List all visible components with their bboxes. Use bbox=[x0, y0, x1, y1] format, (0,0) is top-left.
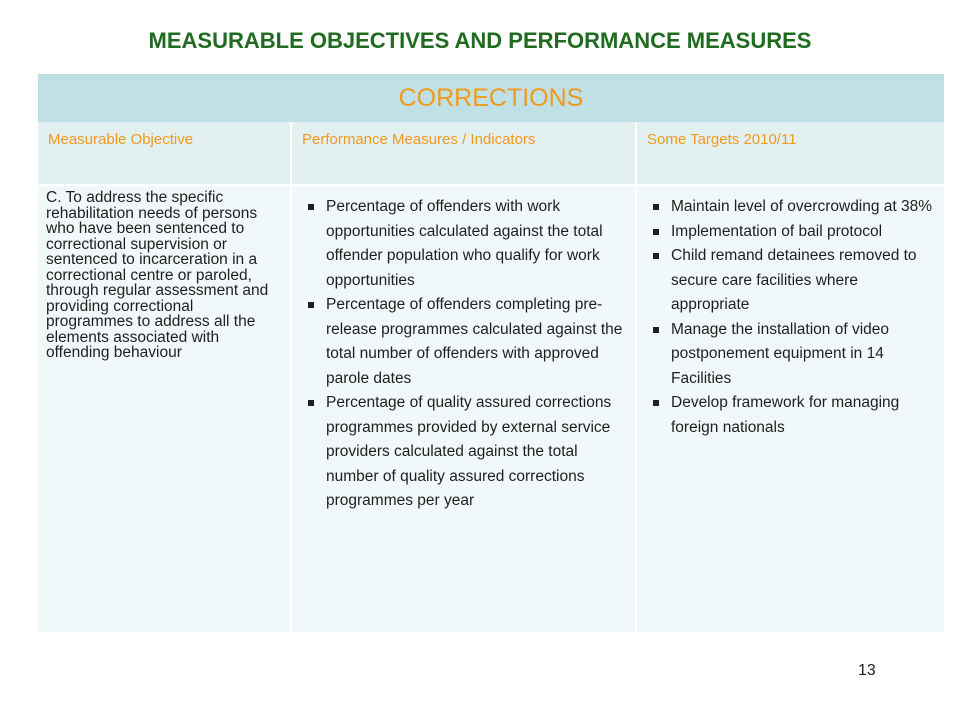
targets-cell bbox=[637, 186, 944, 632]
list-item: Percentage of offenders completing pre-release programmes calculated against the total number of offenders with approved parole dates bbox=[304, 293, 625, 391]
performance-measures-cell bbox=[292, 186, 637, 632]
corrections-table bbox=[38, 74, 944, 632]
table-banner: CORRECTIONS bbox=[38, 74, 944, 122]
list-item: Percentage of offenders with work opportunities calculated against the total offender population who qualify for work opportunities bbox=[304, 195, 625, 293]
list-item: Develop framework for managing foreign nationals bbox=[649, 391, 934, 440]
list-item: Maintain level of overcrowding at 38% bbox=[649, 195, 934, 220]
page-number: 13 bbox=[858, 662, 876, 679]
objective-cell bbox=[38, 186, 292, 632]
header-measurable-objective: Measurable Objective bbox=[38, 122, 292, 184]
list-item: Manage the installation of video postponement equipment in 14 Facilities bbox=[649, 318, 934, 392]
table-row bbox=[38, 184, 944, 632]
targets-list bbox=[637, 186, 944, 440]
slide-title: MEASURABLE OBJECTIVES AND PERFORMANCE MEASURES bbox=[148, 28, 812, 53]
performance-measures-list bbox=[292, 186, 635, 514]
list-item: Percentage of quality assured corrections programmes provided by external service providers calculated against the total number of quality assured corrections programmes per year bbox=[304, 391, 625, 514]
list-item: Implementation of bail protocol bbox=[649, 220, 934, 245]
list-item: Child remand detainees removed to secure care facilities where appropriate bbox=[649, 244, 934, 318]
header-targets: Some Targets 2010/11 bbox=[637, 122, 944, 184]
table-header-row bbox=[38, 122, 944, 184]
objective-text: C. To address the specific rehabilitation needs of persons who have been sentenced to correctional supervision or sentenced to incarceration in a correctional centre or paroled, through regular assessment and providing correctional programmes to address all the elements associated with offending behaviour bbox=[46, 189, 269, 361]
header-performance-measures: Performance Measures / Indicators bbox=[292, 122, 637, 184]
